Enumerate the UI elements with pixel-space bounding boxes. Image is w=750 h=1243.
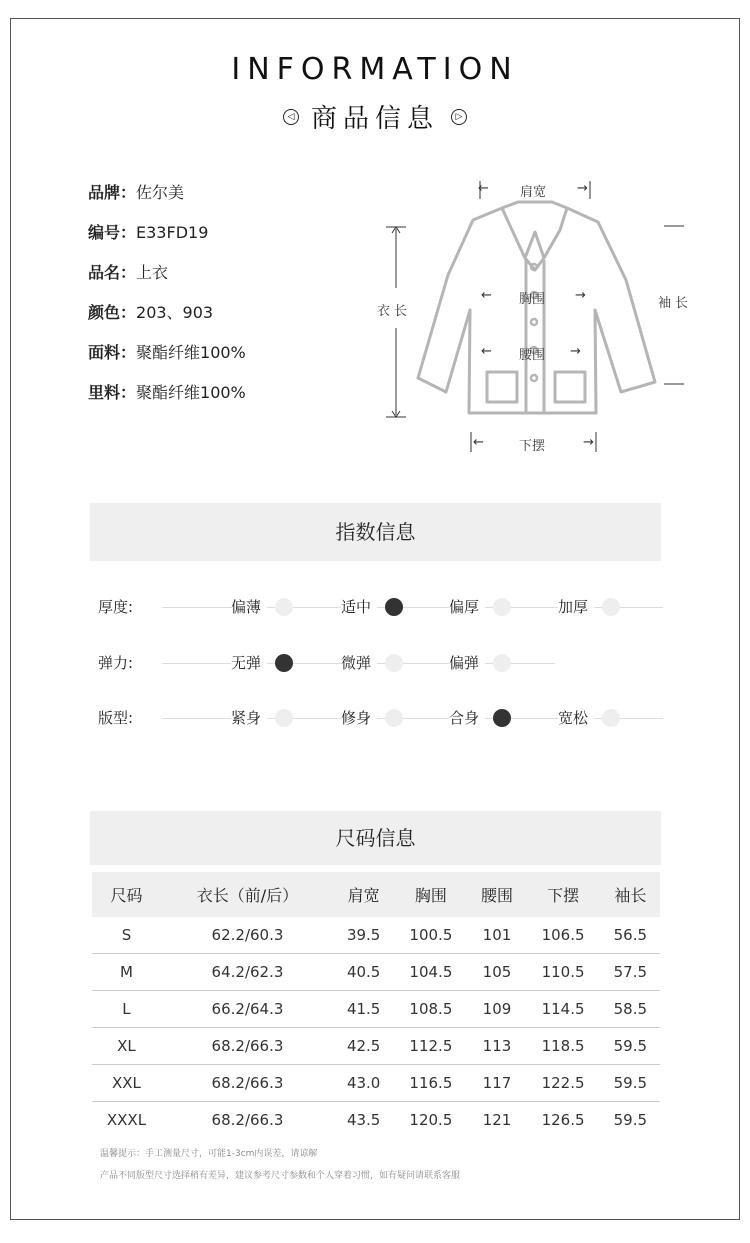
size-cell: 110.5 [525,954,600,991]
size-cell: 39.5 [334,917,393,954]
size-header-cell: 肩宽 [334,872,393,917]
title-chinese [0,98,750,135]
info-value: 聚酯纤维100% [136,343,246,362]
arrow-left-icon: ◁ [283,109,299,125]
size-table [92,872,660,1138]
index-dot-selected [385,598,403,616]
index-dot [275,598,293,616]
jacket-diagram [370,170,710,460]
index-row [98,651,668,675]
size-cell: 57.5 [601,954,660,991]
arrow-right-icon: → [577,181,588,196]
size-cell: 114.5 [525,991,600,1028]
label-waist: 腰围 [519,348,546,363]
index-row-label: 版型: [98,709,134,727]
index-row-label: 厚度: [98,598,134,616]
index-option-label: 偏厚 [449,595,485,619]
size-cell: 64.2/62.3 [161,954,334,991]
index-dot [275,709,293,727]
size-cell: S [92,917,161,954]
index-option-label: 宽松 [558,706,594,730]
table-row [92,991,660,1028]
info-value: 佐尔美 [136,183,185,202]
size-cell: M [92,954,161,991]
size-cell: 43.5 [346,1111,381,1129]
size-cell: 41.5 [334,991,393,1028]
size-cell: 118.5 [525,1028,600,1065]
index-dot [602,598,620,616]
index-dot-selected [275,654,293,672]
info-row-fabric [88,340,246,380]
size-cell: XL [92,1028,161,1065]
index-dot [493,654,511,672]
index-option-label: 合身 [449,706,485,730]
size-cell: 105 [469,954,526,991]
size-header-cell: 袖长 [601,872,660,917]
arrow-left-icon: ← [473,435,484,450]
index-row-label: 弹力: [98,654,134,672]
info-value: 聚酯纤维100% [136,383,246,402]
index-row [98,706,668,730]
info-key: 里料： [88,383,137,402]
index-option-label: 偏薄 [231,595,267,619]
size-table-body [92,917,660,1138]
info-key: 品牌： [88,183,137,202]
index-option-label: 加厚 [558,595,594,619]
label-length: 衣长 [377,304,412,319]
arrow-right-icon: → [575,288,586,303]
size-cell: 62.2/60.3 [161,917,334,954]
index-dot [385,709,403,727]
index-row [98,595,668,619]
info-row-name [88,260,246,300]
size-cell: L [92,991,161,1028]
size-cell: 112.5 [393,1028,468,1065]
size-cell: 122.5 [525,1065,600,1102]
label-chest: 胸围 [519,292,546,307]
index-option-label: 微弹 [341,651,377,675]
arrow-right-icon: → [583,435,594,450]
size-cell: XXL [92,1065,161,1102]
index-section-title: 指数信息 [90,503,661,561]
size-cell: 59.5 [601,1028,660,1065]
size-cell: 42.5 [334,1028,393,1065]
table-row [92,954,660,991]
size-cell: 109 [469,991,526,1028]
arrow-right-icon: → [570,344,581,359]
note-sizing: 产品不同版型尺寸选择稍有差异，建议参考尺寸参数和个人穿着习惯，如有疑问请联系客服 [100,1171,461,1181]
index-option-label: 紧身 [231,706,267,730]
title-chinese-text: 商品信息 [310,104,439,134]
size-cell: 68.2/66.3 [161,1028,334,1065]
arrow-right-icon: ▷ [451,109,467,125]
table-row [92,1028,660,1065]
size-cell: 56.5 [601,917,660,954]
jacket-outline-icon [370,170,710,460]
index-option-label: 偏弹 [449,651,485,675]
size-cell: 40.5 [334,954,393,991]
info-key: 颜色： [88,303,137,322]
size-cell: 43.0 [334,1065,393,1102]
size-cell: 59.5 [601,1065,660,1102]
index-dot-selected [493,709,511,727]
size-cell: 68.2/66.3 [161,1065,334,1102]
size-header-cell: 衣长（前/后） [161,872,334,917]
size-cell: 66.2/64.3 [161,991,334,1028]
size-cell: 116.5 [393,1065,468,1102]
size-cell: 121 [482,1111,512,1129]
info-value: 上衣 [136,263,169,282]
index-dot [602,709,620,727]
size-cell: 68.2/66.3 [211,1111,284,1129]
info-key: 编号： [88,223,137,242]
product-info [88,180,246,420]
size-cell: 108.5 [393,991,468,1028]
table-row [92,1065,660,1102]
title-english: INFORMATION [231,52,519,87]
size-cell: 58.5 [601,991,660,1028]
size-cell: 126.5 [541,1111,585,1129]
size-cell: XXXL [106,1111,147,1129]
label-shoulder: 肩宽 [520,185,547,200]
size-cell: 104.5 [393,954,468,991]
index-option-label: 修身 [341,706,377,730]
size-section-title: 尺码信息 [90,811,661,865]
size-cell: 117 [469,1065,526,1102]
index-option-label: 无弹 [231,651,267,675]
arrow-left-icon: ← [478,181,489,196]
size-cell: 59.5 [613,1111,648,1129]
size-table-header [92,872,660,917]
size-cell: 101 [469,917,526,954]
info-value: 203、903 [136,303,214,322]
size-cell: 113 [469,1028,526,1065]
size-header-cell: 腰围 [469,872,526,917]
info-key: 面料： [88,343,137,362]
index-option-label: 适中 [341,595,377,619]
table-row [92,1102,660,1139]
size-header-cell: 下摆 [525,872,600,917]
info-value: E33FD19 [136,223,209,242]
info-row-code [88,220,246,260]
size-cell: 120.5 [409,1111,453,1129]
size-cell: 106.5 [525,917,600,954]
index-dot [493,598,511,616]
note-measurement: 温馨提示：手工测量尺寸，可能1-3cm内误差，请谅解 [100,1149,318,1159]
info-row-brand [88,180,246,220]
arrow-left-icon: ← [481,344,492,359]
size-cell: 100.5 [393,917,468,954]
info-key: 品名： [88,263,137,282]
table-row [92,917,660,954]
info-row-color [88,300,246,340]
info-row-lining [88,380,246,420]
arrow-left-icon: ← [481,288,492,303]
label-sleeve: 袖长 [658,296,693,311]
index-dot [385,654,403,672]
label-hem: 下摆 [519,439,546,454]
size-header-cell: 胸围 [393,872,468,917]
size-header-cell: 尺码 [92,872,161,917]
